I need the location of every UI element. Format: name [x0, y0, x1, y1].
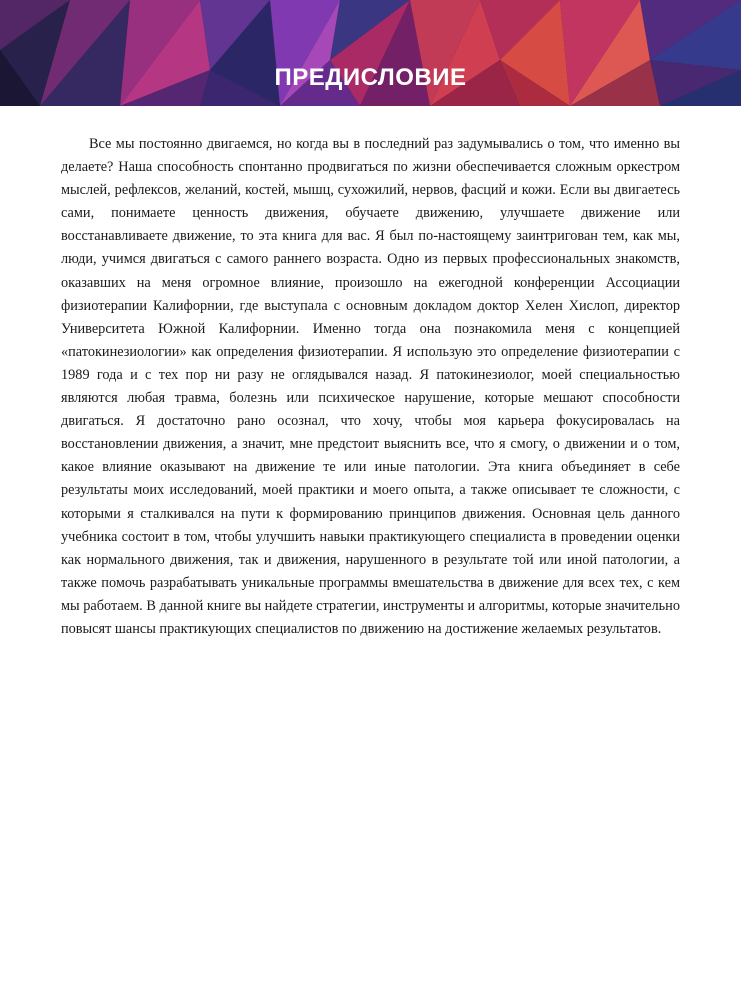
header-banner: [0, 0, 741, 106]
page-title: ПРЕДИСЛОВИЕ: [274, 64, 467, 91]
preface-paragraph: Все мы постоянно двигаемся, но когда вы в последний раз задумывались о том, что именно вы делаете? Наша способность спонтанно продвигаться по жизни обеспечивается сложным оркестром мыслей, рефлексов, желаний, костей, мышц, сухожилий, нервов, фасций и кожи. Если вы двигаетесь сами, понимаете ценность движения, обучаете движению, улучшаете движение или восстанавливаете движение, то эта книга для вас. Я был по-настоящему заинтригован тем, как мы, люди, учимся двигаться с самого раннего возраста. Одно из первых профессиональных знакомств, оказавших на меня огромное влияние, произошло на ежегодной конференции Ассоциации физиотерапии Калифорнии, где выступала с основным докладом доктор Хелен Хислоп, директор Университета Южной Калифорнии. Именно тогда она познакомила меня с концепцией «патокинезиологии» как определения физиотерапии. Я использую это определение физиотерапии с 1989 года и с тех пор ни разу не оглядывался назад. Я патокинезиолог, моей специальностью являются любая травма, болезнь или психическое нарушение, которые мешают способности двигаться. Я достаточно рано осознал, что хочу, чтобы моя карьера фокусировалась на восстановлении движения, а значит, мне предстоит выяснить все, что я смогу, о движении и о том, какое влияние оказывают на движение те или иные патологии. Эта книга объединяет в себе результаты моих исследований, моей практики и моего опыта, а также описывает те сложности, с которыми я сталкивался на пути к формированию принципов движения. Основная цель данного учебника состоит в том, чтобы улучшить навыки практикующего специалиста в проведении оценки как нормального движения, так и движения, нарушенного в результате той или иной патологии, а также помочь разрабатывать уникальные программы вмешательства в движение для всех тех, с кем мы работаем. В данной книге вы найдете стратегии, инструменты и алгоритмы, которые значительно повысят шансы практикующих специалистов по движению на достижение желаемых результатов.: [61, 136, 680, 637]
